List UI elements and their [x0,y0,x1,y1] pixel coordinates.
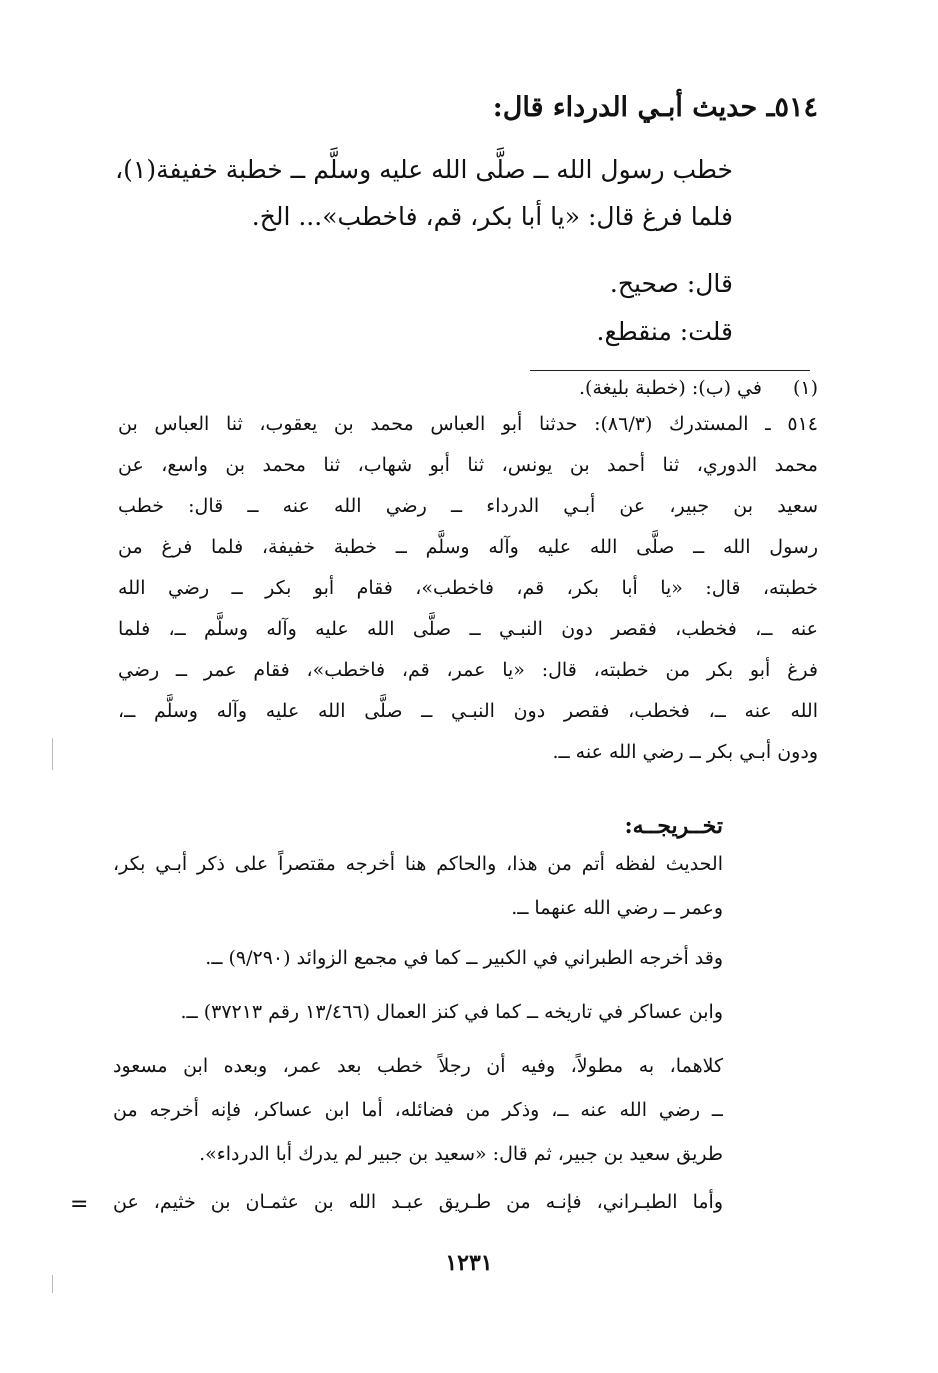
footnote-514-line: خطبته، قال: «يا أبا بكر، قم، فاخطب»، فقام أبو بكر ــ رضي الله [118,577,818,599]
takhrij-line: ــ رضي الله عنه ــ، وذكر من فضائله، أما ابن عساكر، فإنه أخرجه من [113,1099,723,1121]
footnote-1-number: (١) [792,377,818,399]
takhrij-line: وعمر ــ رضي الله عنهما ــ. [511,897,723,919]
takhrij-paragraph-3 [113,990,723,1034]
continuation-mark: = [70,1192,89,1217]
takhrij-paragraph-4 [113,1044,723,1176]
takhrij-line: الحديث لفظه أتم من هذا، والحاكم هنا أخرجه مقتصراً على ذكر أبـي بكر، [113,853,723,875]
hadith-text-line-1: خطب رسول الله ــ صلَّى الله عليه وسلَّم ــ خطبة خفيفة(١)، [115,155,733,184]
footnote-1-text: في (ب): (خطبة بليغة). [579,377,762,399]
page-number: ١٢٣١ [445,1250,493,1276]
hadith-title: ٥١٤ـ حديث أبـي الدرداء قال: [492,92,818,123]
takhrij-paragraph-5 [113,1180,723,1224]
footnote-514 [118,404,818,773]
footnote-514-line: رسول الله ــ صلَّى الله عليه وآله وسلَّم ــ خطبة خفيفة، فلما فرغ من [118,536,818,558]
footnote-514-line: عنه ــ، فخطب، فقصر دون النبـي ــ صلَّى الله عليه وآله وسلَّم ــ، فلما [118,618,818,640]
takhrij-paragraph-2 [113,936,723,980]
footnote-1 [118,368,818,408]
takhrij-line: كلاهما، به مطولاً، وفيه أن رجلاً خطب بعد عمر، وبعده ابن مسعود [113,1055,723,1077]
hadith-text-line-2: فلما فرغ قال: «يا أبا بكر، قم، فاخطب»... الخ. [251,202,733,231]
footnote-514-line: فرغ أبو بكر من خطبته، قال: «يا عمر، قم، فاخطب»، فقام عمر ــ رضي [118,659,818,681]
dhahabi-comment: قلت: منقطع. [596,317,733,346]
footnote-514-line: الله عنه ــ، فخطب، فقصر دون النبـي ــ صلَّى الله عليه وآله وسلَّم ــ، [118,700,818,722]
margin-mark [52,1275,53,1293]
footnote-514-line: محمد الدوري، ثنا أحمد بن يونس، ثنا أبو شهاب، ثنا محمد بن واسع، عن [118,454,818,476]
takhrij-line: طريق سعيد بن جبير، ثم قال: «سعيد بن جبير لم يدرك أبا الدرداء». [199,1143,723,1165]
takhrij-line: وقد أخرجه الطبراني في الكبير ــ كما في مجمع الزوائد (٩/٢٩٠) ــ. [205,947,723,969]
footnote-514-line: ٥١٤ ـ المستدرك (٨٦/٣): حدثنا أبو العباس محمد بن يعقوب، ثنا العباس بن [118,413,818,435]
takhrij-line: وأما الطبـراني، فإنـه من طـريق عبـد الله بن عثمـان بن خثيم، عن [113,1191,723,1213]
takhrij-line: وابن عساكر في تاريخه ــ كما في كنز العمال (١٣/٤٦٦ رقم ٣٧٢١٣) ــ. [180,1001,723,1023]
footnote-514-line: سعيد بن جبير، عن أبـي الدرداء ــ رضي الله عنه ــ قال: خطب [118,495,818,517]
takhrij-heading: تخــريجــه: [624,813,723,839]
margin-mark [52,738,53,770]
takhrij-paragraph-1 [113,842,723,930]
hakim-ruling: قال: صحيح. [609,269,733,298]
footnote-514-line: ودون أبـي بكر ــ رضي الله عنه ــ. [552,741,818,763]
